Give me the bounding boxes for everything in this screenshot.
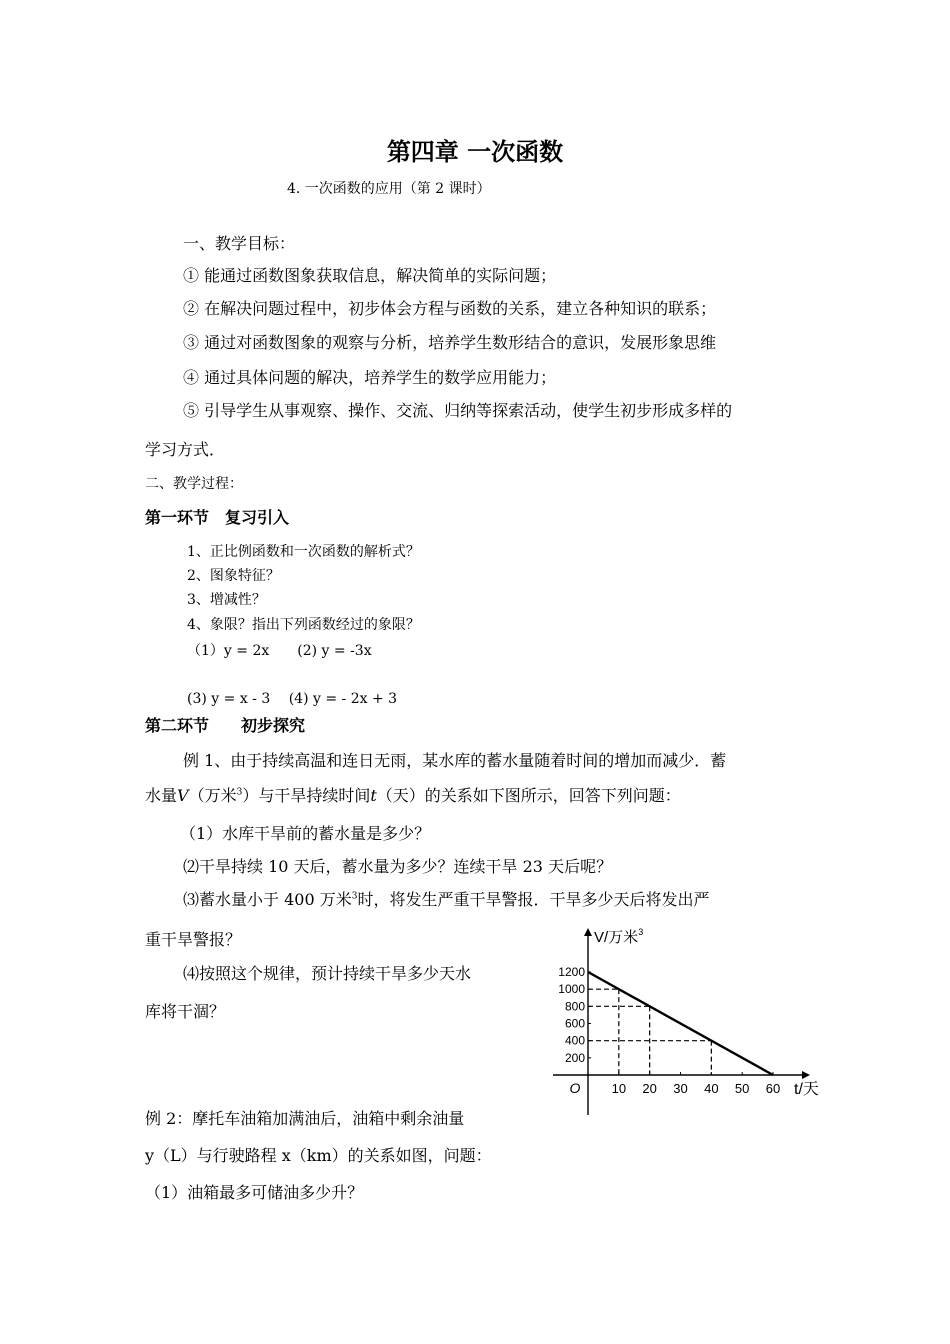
y-axis-arrow <box>584 928 592 936</box>
y-tick-label: 600 <box>564 1016 585 1031</box>
lesson-subtitle: 4. 一次函数的应用（第 2 课时） <box>287 181 491 197</box>
goal-item-continued: 学习方式． <box>145 440 226 459</box>
review-question: 2、图象特征？ <box>187 568 280 584</box>
y-tick-label: 400 <box>564 1033 585 1048</box>
goal-item: ② 在解决问题过程中，初步体会方程与函数的关系，建立各种知识的联系； <box>183 299 717 318</box>
section-1-heading: 第一环节 复习引入 <box>145 508 290 527</box>
section-2-heading: 第二环节 初步探究 <box>145 716 306 735</box>
x-tick-label: 40 <box>704 1081 719 1096</box>
goal-item: ③ 通过对函数图象的观察与分析，培养学生数形结合的意识，发展形象思维 <box>183 333 717 352</box>
series-line <box>588 972 773 1075</box>
y-tick-label: 800 <box>564 999 585 1014</box>
goal-item: ④ 通过具体问题的解决，培养学生的数学应用能力； <box>183 368 557 387</box>
x-axis-arrow <box>802 1071 810 1079</box>
goals-heading: 一、教学目标： <box>183 234 296 253</box>
x-tick-label: 20 <box>642 1081 657 1096</box>
question-3: ⑶蓄水量小于 400 万米$^3$时，将发生严重干旱警报．干旱多少天后将发出严 <box>183 890 710 909</box>
review-question: 4、象限？指出下列函数经过的象限？ <box>187 617 420 633</box>
question-4-continued: 库将干涸？ <box>145 1002 226 1021</box>
origin-label: O <box>569 1080 581 1096</box>
function-list-row: （1）y = 2x (2) y = -3x <box>187 643 372 659</box>
question-2: ⑵干旱持续 10 天后，蓄水量为多少？连续干旱 23 天后呢？ <box>183 857 613 876</box>
function-list-row: (3) y = x - 3 (4) y = - 2x + 3 <box>187 691 398 707</box>
page-title: 第四章 一次函数 <box>386 138 564 166</box>
question-1: （1）水库干旱前的蓄水量是多少？ <box>180 824 431 843</box>
y-tick-label: 1200 <box>558 965 585 979</box>
example-1-text: 例 1、由于持续高温和连日无雨，某水库的蓄水量随着时间的增加而减少．蓄 <box>183 751 727 770</box>
review-question: 3、增减性？ <box>187 592 266 608</box>
x-axis-label: t/天 <box>794 1081 819 1098</box>
question-4: ⑷按照这个规律，预计持续干旱多少天水 <box>183 964 472 983</box>
process-heading: 二、教学过程： <box>145 476 243 492</box>
x-tick-label: 10 <box>611 1081 627 1096</box>
x-tick-label: 60 <box>765 1081 781 1096</box>
y-axis-label: V/万米$^3$ <box>594 927 644 946</box>
y-tick-label: 1000 <box>558 982 585 997</box>
x-tick-label: 30 <box>673 1081 688 1096</box>
y-tick-label: 200 <box>564 1050 585 1065</box>
example-2-text: 例 2：摩托车油箱加满油后，油箱中剩余油量 <box>145 1109 465 1128</box>
goal-item: ⑤ 引导学生从事观察、操作、交流、归纳等探索活动，使学生初步形成多样的 <box>183 401 733 420</box>
reservoir-volume-chart <box>540 920 830 1120</box>
y-axis-label-sup: 3 <box>638 927 644 937</box>
example-2-text-line2: y（L）与行驶路程 x（km）的关系如图，问题： <box>145 1146 492 1165</box>
example-1-text-line2: 水量V（万米$^3$）与干旱持续时间t（天）的关系如下图所示，回答下列问题： <box>145 786 681 805</box>
example-2-question-1: （1）油箱最多可储油多少升？ <box>145 1183 364 1202</box>
x-tick-label: 50 <box>734 1081 750 1096</box>
question-3-continued: 重干旱警报？ <box>145 930 242 949</box>
review-question: 1、正比例函数和一次函数的解析式？ <box>187 544 420 560</box>
goal-item: ① 能通过函数图象获取信息，解决简单的实际问题； <box>183 266 557 285</box>
